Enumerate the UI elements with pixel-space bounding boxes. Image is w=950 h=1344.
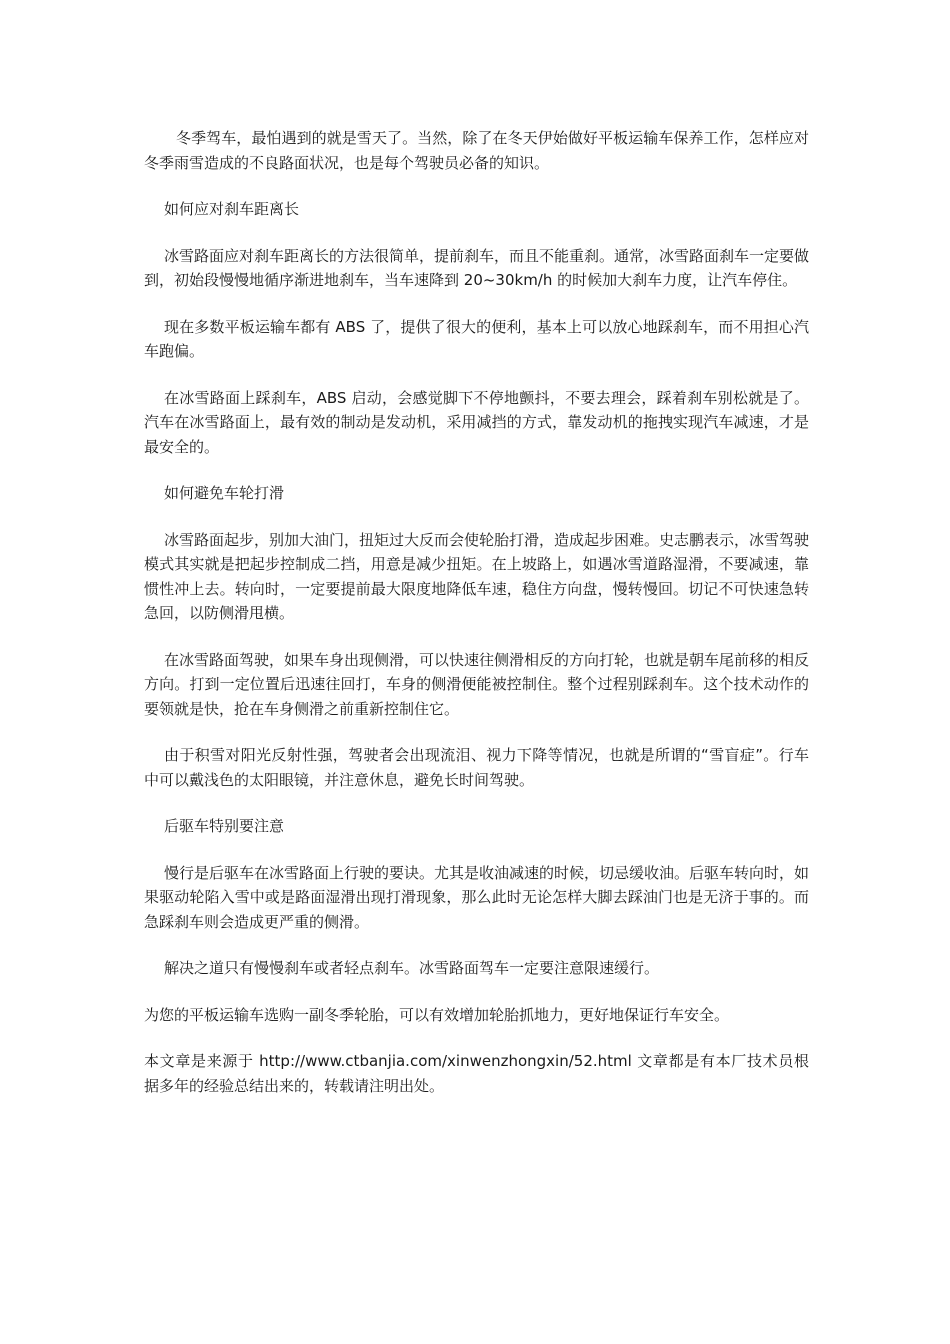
paragraph-winter-tires: 为您的平板运输车选购一副冬季轮胎，可以有效增加轮胎抓地力，更好地保证行车安全。 — [144, 1005, 730, 1024]
paragraph-solution: 解决之道只有慢慢刹车或者轻点刹车。冰雪路面驾车一定要注意限速缓行。 — [164, 959, 660, 977]
paragraph-snow-blindness: 由于积雪对阳光反射性强，驾驶者会出现流泪、视力下降等情况，也就是所谓的“雪盲症”。行车中可以戴浅色的太阳眼镜，并注意休息，避免长时间驾驶。 — [144, 746, 809, 789]
paragraph-source-note: 本文章是来源于 http://www.ctbanjia.com/xinwenzhongxin/52.html 文章都是有本厂技术员根据多年的经验总结出来的，转载请注明出处。 — [144, 1052, 809, 1095]
paragraph-skid-correction: 在冰雪路面驾驶，如果车身出现侧滑，可以快速往侧滑相反的方向打轮，也就是朝车尾前移的相反方向。打到一定位置后迅速往回打，车身的侧滑便能被控制住。整个过程别踩刹车。这个技术动作的要领就是快，抢在车身侧滑之前重新控制住它。 — [144, 650, 810, 718]
paragraph-braking-method: 冰雪路面应对刹车距离长的方法很简单，提前刹车，而且不能重刹。通常，冰雪路面刹车一定要做到，初始段慢慢地循序渐进地刹车，当车速降到 20~30km/h 的时候加大刹车力度，让汽车停住。 — [144, 246, 810, 289]
paragraph-rear-drive-tips: 慢行是后驱车在冰雪路面上行驶的要诀。尤其是收油减速的时候，切忌缓收油。后驱车转向时，如果驱动轮陷入雪中或是路面湿滑出现打滑现象，那么此时无论怎样大脚去踩油门也是无济于事的。而急踩刹车则会造成更严重的侧滑。 — [144, 863, 810, 931]
paragraph-starting-off: 冰雪路面起步，别加大油门，扭矩过大反而会使轮胎打滑，造成起步困难。史志鹏表示，冰雪驾驶模式其实就是把起步控制成二挡，用意是减少扭矩。在上坡路上，如遇冰雪道路湿滑，不要减速，靠惯性冲上去。转向时，一定要提前最大限度地降低车速，稳住方向盘，慢转慢回。切记不可快速急转急回，以防侧滑甩横。 — [144, 530, 810, 622]
section-heading-wheel-slip: 如何避免车轮打滑 — [164, 484, 285, 502]
intro-paragraph: 冬季驾车，最怕遇到的就是雪天了。当然，除了在冬天伊始做好平板运输车保养工作，怎样应对冬季雨雪造成的不良路面状况，也是每个驾驶员必备的知识。 — [144, 129, 809, 172]
section-heading-braking: 如何应对刹车距离长 — [164, 200, 300, 218]
paragraph-abs-convenience: 现在多数平板运输车都有 ABS 了，提供了很大的便利，基本上可以放心地踩刹车，而不用担心汽车跑偏。 — [144, 317, 809, 360]
paragraph-abs-engine-braking: 在冰雪路面上踩刹车，ABS 启动，会感觉脚下不停地颤抖，不要去理会，踩着刹车别松就是了。汽车在冰雪路面上，最有效的制动是发动机，采用减挡的方式，靠发动机的拖拽实现汽车减速，才是最安全的。 — [144, 388, 809, 456]
article-body — [144, 126, 809, 1120]
section-heading-rear-drive: 后驱车特别要注意 — [164, 817, 285, 835]
